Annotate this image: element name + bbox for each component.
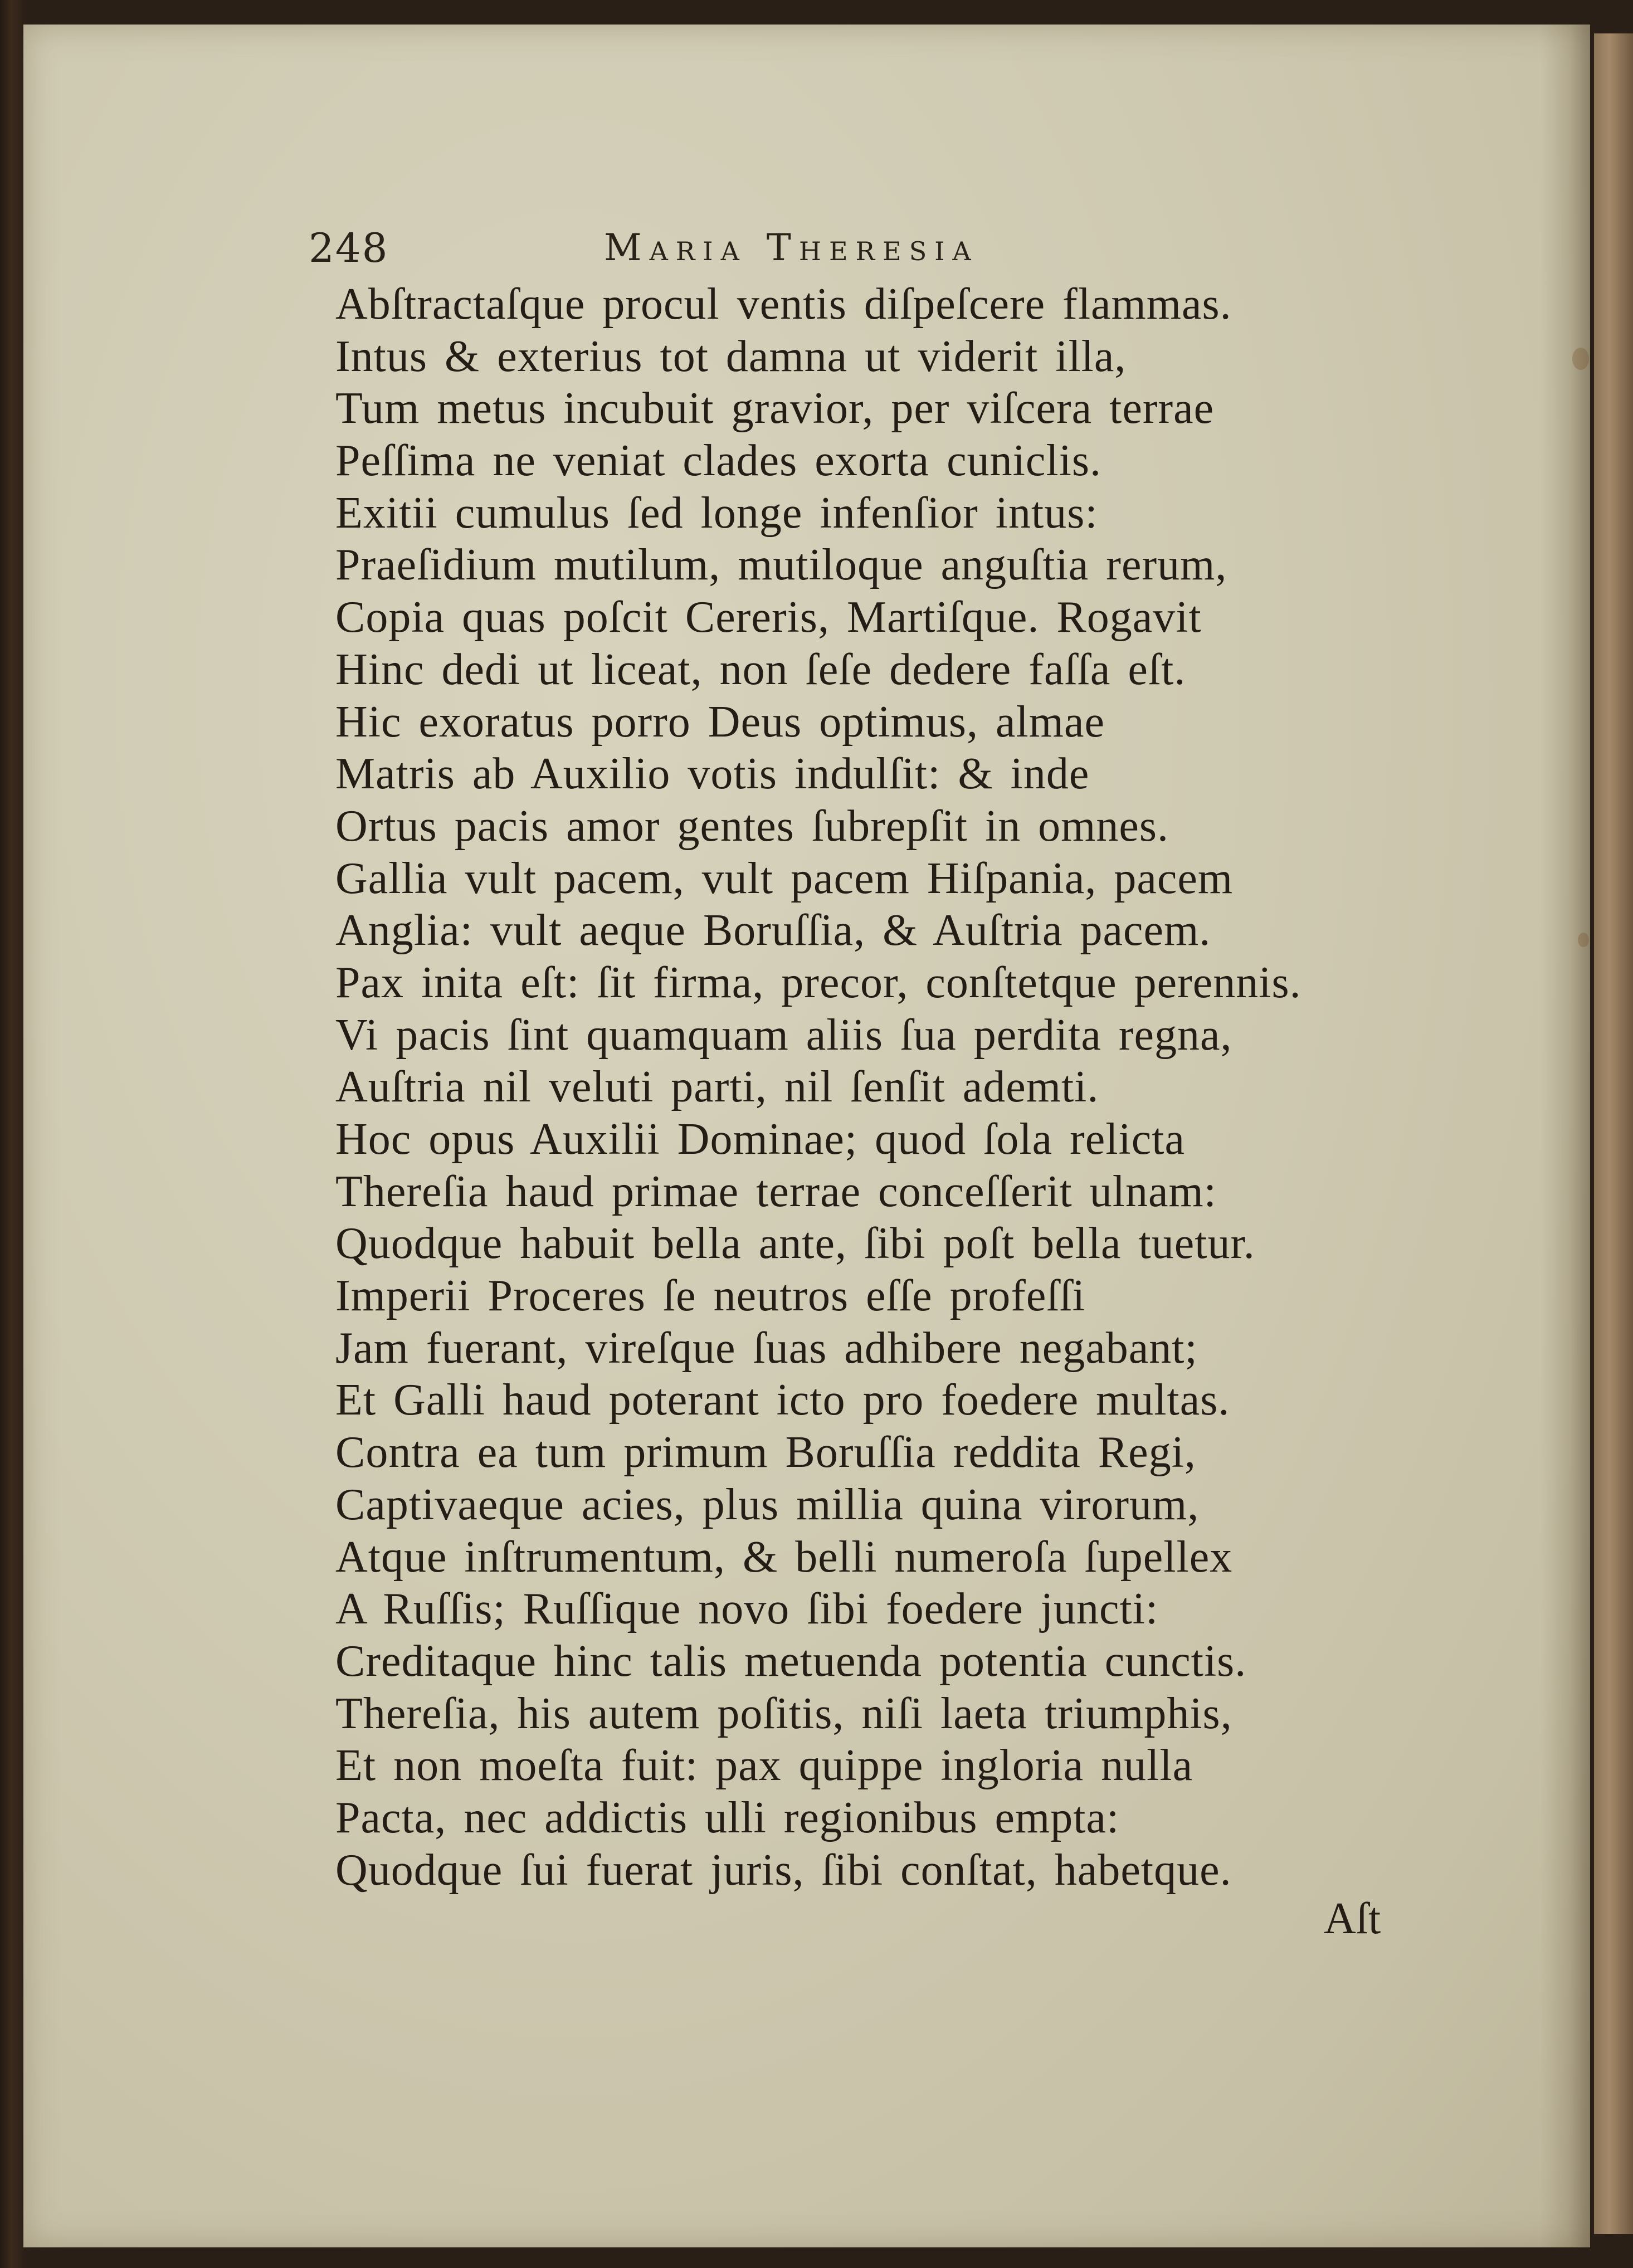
foxing-spot — [1578, 933, 1589, 947]
page-header — [309, 223, 1144, 273]
verse-line: Hinc dedi ut liceat, non ſeſe dedere faſſa eſt. — [335, 645, 1186, 694]
verse-line: Quodque habuit bella ante, ſibi poſt bella tuetur. — [335, 1219, 1255, 1269]
verse-line: Thereſia, his autem poſitis, niſi laeta triumphis, — [335, 1689, 1232, 1738]
verse-line: Hoc opus Auxilii Dominae; quod ſola relicta — [335, 1115, 1185, 1164]
verse-line: Ortus pacis amor gentes ſubrepſit in omnes. — [335, 801, 1169, 851]
verse-line: Captivaeque acies, plus millia quina virorum, — [335, 1480, 1200, 1529]
verse-line: Abſtractaſque procul ventis diſpeſcere flammas. — [335, 280, 1232, 329]
page-number: 248 — [309, 225, 389, 271]
verse-line: A Ruſſis; Ruſſique novo ſibi foedere juncti: — [335, 1584, 1159, 1634]
verse-line: Intus & exterius tot damna ut viderit illa, — [335, 331, 1127, 381]
verse-line: Imperii Proceres ſe neutros eſſe profeſſi — [335, 1271, 1086, 1321]
foxing-spot — [1572, 348, 1589, 370]
verse-line: Pacta, nec addictis ulli regionibus empta: — [335, 1793, 1120, 1842]
verse-line: Anglia: vult aeque Boruſſia, & Auſtria pacem. — [335, 906, 1211, 955]
verse-line: Peſſima ne veniat clades exorta cuniclis. — [335, 436, 1101, 486]
verse-block — [335, 279, 1450, 1896]
running-title: Maria Theresia — [604, 226, 979, 269]
verse-line: Contra ea tum primum Boruſſia reddita Regi, — [335, 1428, 1196, 1477]
verse-line: Et non moeſta fuit: pax quippe ingloria nulla — [335, 1741, 1193, 1791]
verse-line: Atque inſtrumentum, & belli numeroſa ſupellex — [335, 1532, 1233, 1582]
verse-line: Copia quas poſcit Cereris, Martiſque. Rogavit — [335, 593, 1202, 642]
verse-line: Quodque ſui fuerat juris, ſibi conſtat, habetque. — [335, 1845, 1232, 1895]
verse-line: Auſtria nil veluti parti, nil ſenſit ademti. — [335, 1062, 1099, 1112]
verse-line: Et Galli haud poterant icto pro foedere multas. — [335, 1376, 1230, 1425]
verse-line: Praeſidium mutilum, mutiloque anguſtia rerum, — [335, 540, 1227, 590]
verse-line: Thereſia haud primae terrae conceſſerit ulnam: — [335, 1167, 1217, 1216]
catchword: Aſt — [1324, 1894, 1381, 1943]
verse-line: Jam fuerant, vireſque ſuas adhibere negabant; — [335, 1323, 1198, 1373]
book-page — [23, 25, 1590, 2247]
verse-line: Tum metus incubuit gravior, per viſcera terrae — [335, 384, 1215, 433]
verse-line: Creditaque hinc talis metuenda potentia cunctis. — [335, 1636, 1247, 1686]
verse-line: Matris ab Auxilio votis indulſit: & inde — [335, 749, 1090, 799]
verse-line: Exitii cumulus ſed longe infenſior intus: — [335, 488, 1098, 538]
verse-line: Pax inita eſt: ſit firma, precor, conſtetque perennis. — [335, 958, 1301, 1007]
verse-line: Vi pacis ſint quamquam aliis ſua perdita regna, — [335, 1010, 1232, 1060]
verse-line: Hic exoratus porro Deus optimus, almae — [335, 697, 1105, 747]
verse-line: Gallia vult pacem, vult pacem Hiſpania, pacem — [335, 853, 1234, 903]
adjacent-page-edge — [1594, 33, 1633, 2234]
